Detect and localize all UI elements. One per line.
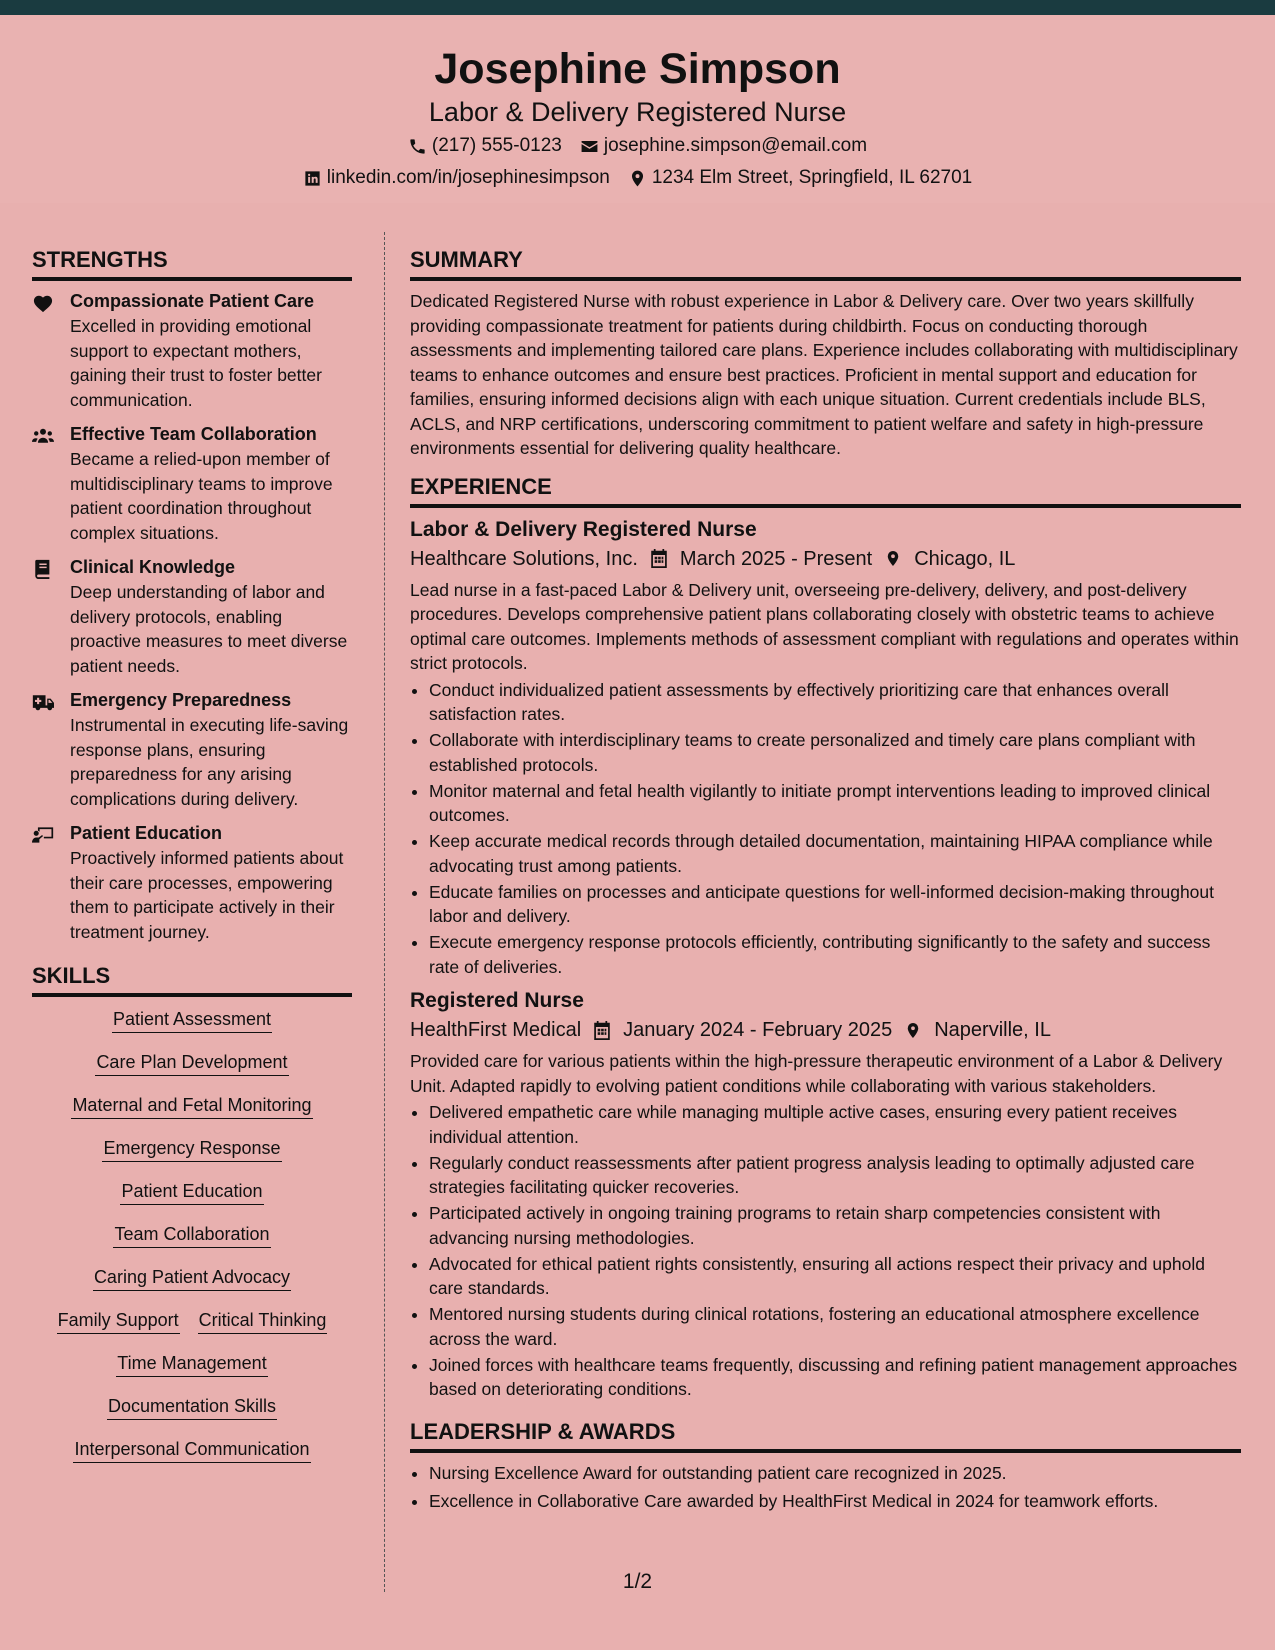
- list-item: • Excellence in Collaborative Care awarded by HealthFirst Medical in 2024 for teamwork efforts.: [429, 1489, 1241, 1514]
- job-bullets: [410, 1100, 1241, 1402]
- job-company: HealthFirst Medical: [410, 1019, 582, 1041]
- job-bullets: [410, 678, 1241, 980]
- skills-list: [32, 1005, 352, 1463]
- resume-header: [0, 15, 1275, 203]
- list-item: • Collaborate with interdisciplinary teams to create personalized and timely care plans compliant with established protocols.: [429, 728, 1241, 777]
- strength-desc: Became a relied-upon member of multidisciplinary teams to improve patient coordination throughout complex situations.: [70, 449, 333, 543]
- skill-tag: Care Plan Development: [95, 1050, 288, 1076]
- job-dates: March 2025 - Present: [679, 547, 873, 570]
- users-icon: [32, 426, 54, 446]
- list-item: • Nursing Excellence Award for outstanding patient care recognized in 2025.: [429, 1461, 1241, 1486]
- awards-heading: LEADERSHIP & AWARDS: [410, 1418, 1241, 1453]
- strength-title: Patient Education: [70, 823, 223, 843]
- list-item: • Advocated for ethical patient rights consistently, ensuring all actions respect their privacy and uphold care standards.: [429, 1252, 1241, 1301]
- left-column: [32, 232, 352, 1480]
- heart-icon: [32, 293, 54, 313]
- strength-desc: Proactively informed patients about their care processes, empowering them to participate actively in their treatment journey.: [70, 848, 344, 942]
- skill-tag: Documentation Skills: [107, 1394, 277, 1420]
- experience-heading: EXPERIENCE: [410, 473, 1241, 508]
- email-text[interactable]: josephine.simpson@email.com: [603, 135, 868, 156]
- strength-title: Emergency Preparedness: [70, 690, 292, 710]
- linkedin-icon: [303, 169, 322, 188]
- strength-item: [32, 422, 352, 545]
- list-item: • Execute emergency response protocols efficiently, contributing significantly to the safety and success rate of deliveries.: [429, 930, 1241, 979]
- contact-row-2: [0, 165, 1275, 191]
- job-description: Lead nurse in a fast-paced Labor & Delivery unit, overseeing pre-delivery, delivery, and post-delivery procedures. Develops comprehensive patient plans collaborating closely with obstetric teams to achieve optimal care outcomes. Implements methods of assessment compliant with regulations and operates within strict protocols.: [410, 579, 1239, 673]
- address-text: 1234 Elm Street, Springfield, IL 62701: [651, 167, 973, 188]
- skill-tag: Critical Thinking: [198, 1308, 328, 1334]
- job-entry: [410, 516, 1241, 980]
- top-color-bar: [0, 0, 1275, 15]
- map-pin-icon: [904, 1021, 922, 1040]
- skill-tag: Emergency Response: [102, 1136, 281, 1162]
- list-item: • Mentored nursing students during clinical rotations, fostering an educational atmosphere excellence across the ward.: [429, 1302, 1241, 1351]
- strength-item: [32, 289, 352, 412]
- strength-item: [32, 555, 352, 678]
- strength-desc: Deep understanding of labor and delivery protocols, enabling proactive measures to meet diverse patient needs.: [70, 582, 348, 676]
- skill-tag: Caring Patient Advocacy: [93, 1265, 291, 1291]
- strength-desc: Excelled in providing emotional support to expectant mothers, gaining their trust to foster better communication.: [70, 316, 322, 410]
- job-description: Provided care for various patients within the high-pressure therapeutic environment of a Labor & Delivery Unit. Adapted rapidly to evolving patient conditions while collaborating with various stakeholders.: [410, 1051, 1223, 1096]
- strength-title: Clinical Knowledge: [70, 557, 236, 577]
- job-dates: January 2024 - February 2025: [623, 1019, 893, 1041]
- email-contact: [580, 133, 867, 159]
- right-column: [410, 232, 1241, 1515]
- awards-list: [410, 1461, 1241, 1514]
- job-company: Healthcare Solutions, Inc.: [410, 547, 638, 570]
- list-item: • Conduct individualized patient assessments by effectively prioritizing care that enhances overall satisfaction rates.: [429, 678, 1241, 727]
- calendar-icon: [650, 549, 668, 568]
- job-meta: [410, 544, 1241, 574]
- column-divider: [384, 232, 385, 1592]
- candidate-name: Josephine Simpson: [434, 45, 841, 93]
- skill-tag: Family Support: [57, 1308, 180, 1334]
- book-icon: [32, 559, 54, 579]
- list-item: • Monitor maternal and fetal health vigilantly to initiate prompt interventions leading to improved clinical outcomes.: [429, 779, 1241, 828]
- address-contact: [628, 165, 972, 191]
- map-pin-icon: [884, 549, 902, 568]
- skills-heading: SKILLS: [32, 962, 352, 997]
- page-number: 1/2: [622, 1570, 653, 1593]
- linkedin-text[interactable]: linkedin.com/in/josephinesimpson: [326, 167, 610, 188]
- job-title: Labor & Delivery Registered Nurse: [410, 517, 757, 541]
- skill-tag: Interpersonal Communication: [73, 1437, 310, 1463]
- summary-text: Dedicated Registered Nurse with robust experience in Labor & Delivery care. Over two years skillfully providing compassionate treatment for patients during childbirth. Focus on conducting thorough assessments and implementing tailored care plans. Experience includes collaborating with multidisciplinary teams to enhance outcomes and ensure best practices. Proficient in mental support and education for families, ensuring informed decisions align with each unique situation. Current credentials include BLS, ACLS, and NRP certifications, underscoring commitment to patient welfare and safety in high-pressure environments essential for delivering quality healthcare.: [410, 291, 1238, 458]
- linkedin-contact: [303, 165, 610, 191]
- list-item: • Participated actively in ongoing training programs to retain sharp competencies consistent with advancing nursing methodologies.: [429, 1201, 1241, 1250]
- ambulance-icon: [32, 692, 54, 712]
- skill-tag: Patient Education: [120, 1179, 263, 1205]
- list-item: • Educate families on processes and anticipate questions for well-informed decision-making throughout labor and delivery.: [429, 880, 1241, 929]
- strength-title: Compassionate Patient Care: [70, 291, 315, 311]
- skill-tag: Maternal and Fetal Monitoring: [71, 1093, 312, 1119]
- list-item: • Delivered empathetic care while managing multiple active cases, ensuring every patient receives individual attention.: [429, 1100, 1241, 1149]
- skill-tag: Time Management: [116, 1351, 267, 1377]
- teacher-icon: [32, 825, 54, 845]
- summary-heading: SUMMARY: [410, 246, 1241, 281]
- phone-text: (217) 555-0123: [431, 135, 562, 156]
- list-item: • Keep accurate medical records through detailed documentation, maintaining HIPAA compliance while advocating trust among patients.: [429, 829, 1241, 878]
- skill-tag: Patient Assessment: [112, 1007, 272, 1033]
- job-meta: [410, 1015, 1241, 1045]
- phone-icon: [408, 137, 427, 156]
- job-title: Registered Nurse: [410, 989, 584, 1012]
- contact-row-1: [0, 133, 1275, 159]
- candidate-title: Labor & Delivery Registered Nurse: [428, 97, 847, 127]
- list-item: • Regularly conduct reassessments after patient progress analysis leading to optimally adjusted care strategies facilitating quicker recoveries.: [429, 1151, 1241, 1200]
- list-item: • Joined forces with healthcare teams frequently, discussing and refining patient management approaches based on deteriorating conditions.: [429, 1353, 1241, 1402]
- strengths-heading: STRENGTHS: [32, 246, 352, 281]
- envelope-icon: [580, 137, 599, 156]
- strength-title: Effective Team Collaboration: [70, 424, 317, 444]
- map-pin-icon: [628, 169, 647, 188]
- job-location: Naperville, IL: [934, 1019, 1051, 1041]
- job-location: Chicago, IL: [914, 547, 1016, 570]
- strength-desc: Instrumental in executing life-saving response plans, ensuring preparedness for any arising complications during delivery.: [70, 715, 349, 809]
- strength-item: [32, 821, 352, 944]
- skill-tag: Team Collaboration: [113, 1222, 270, 1248]
- job-entry: [410, 987, 1241, 1402]
- calendar-icon: [593, 1021, 611, 1040]
- strength-item: [32, 688, 352, 811]
- phone-contact: [408, 133, 562, 159]
